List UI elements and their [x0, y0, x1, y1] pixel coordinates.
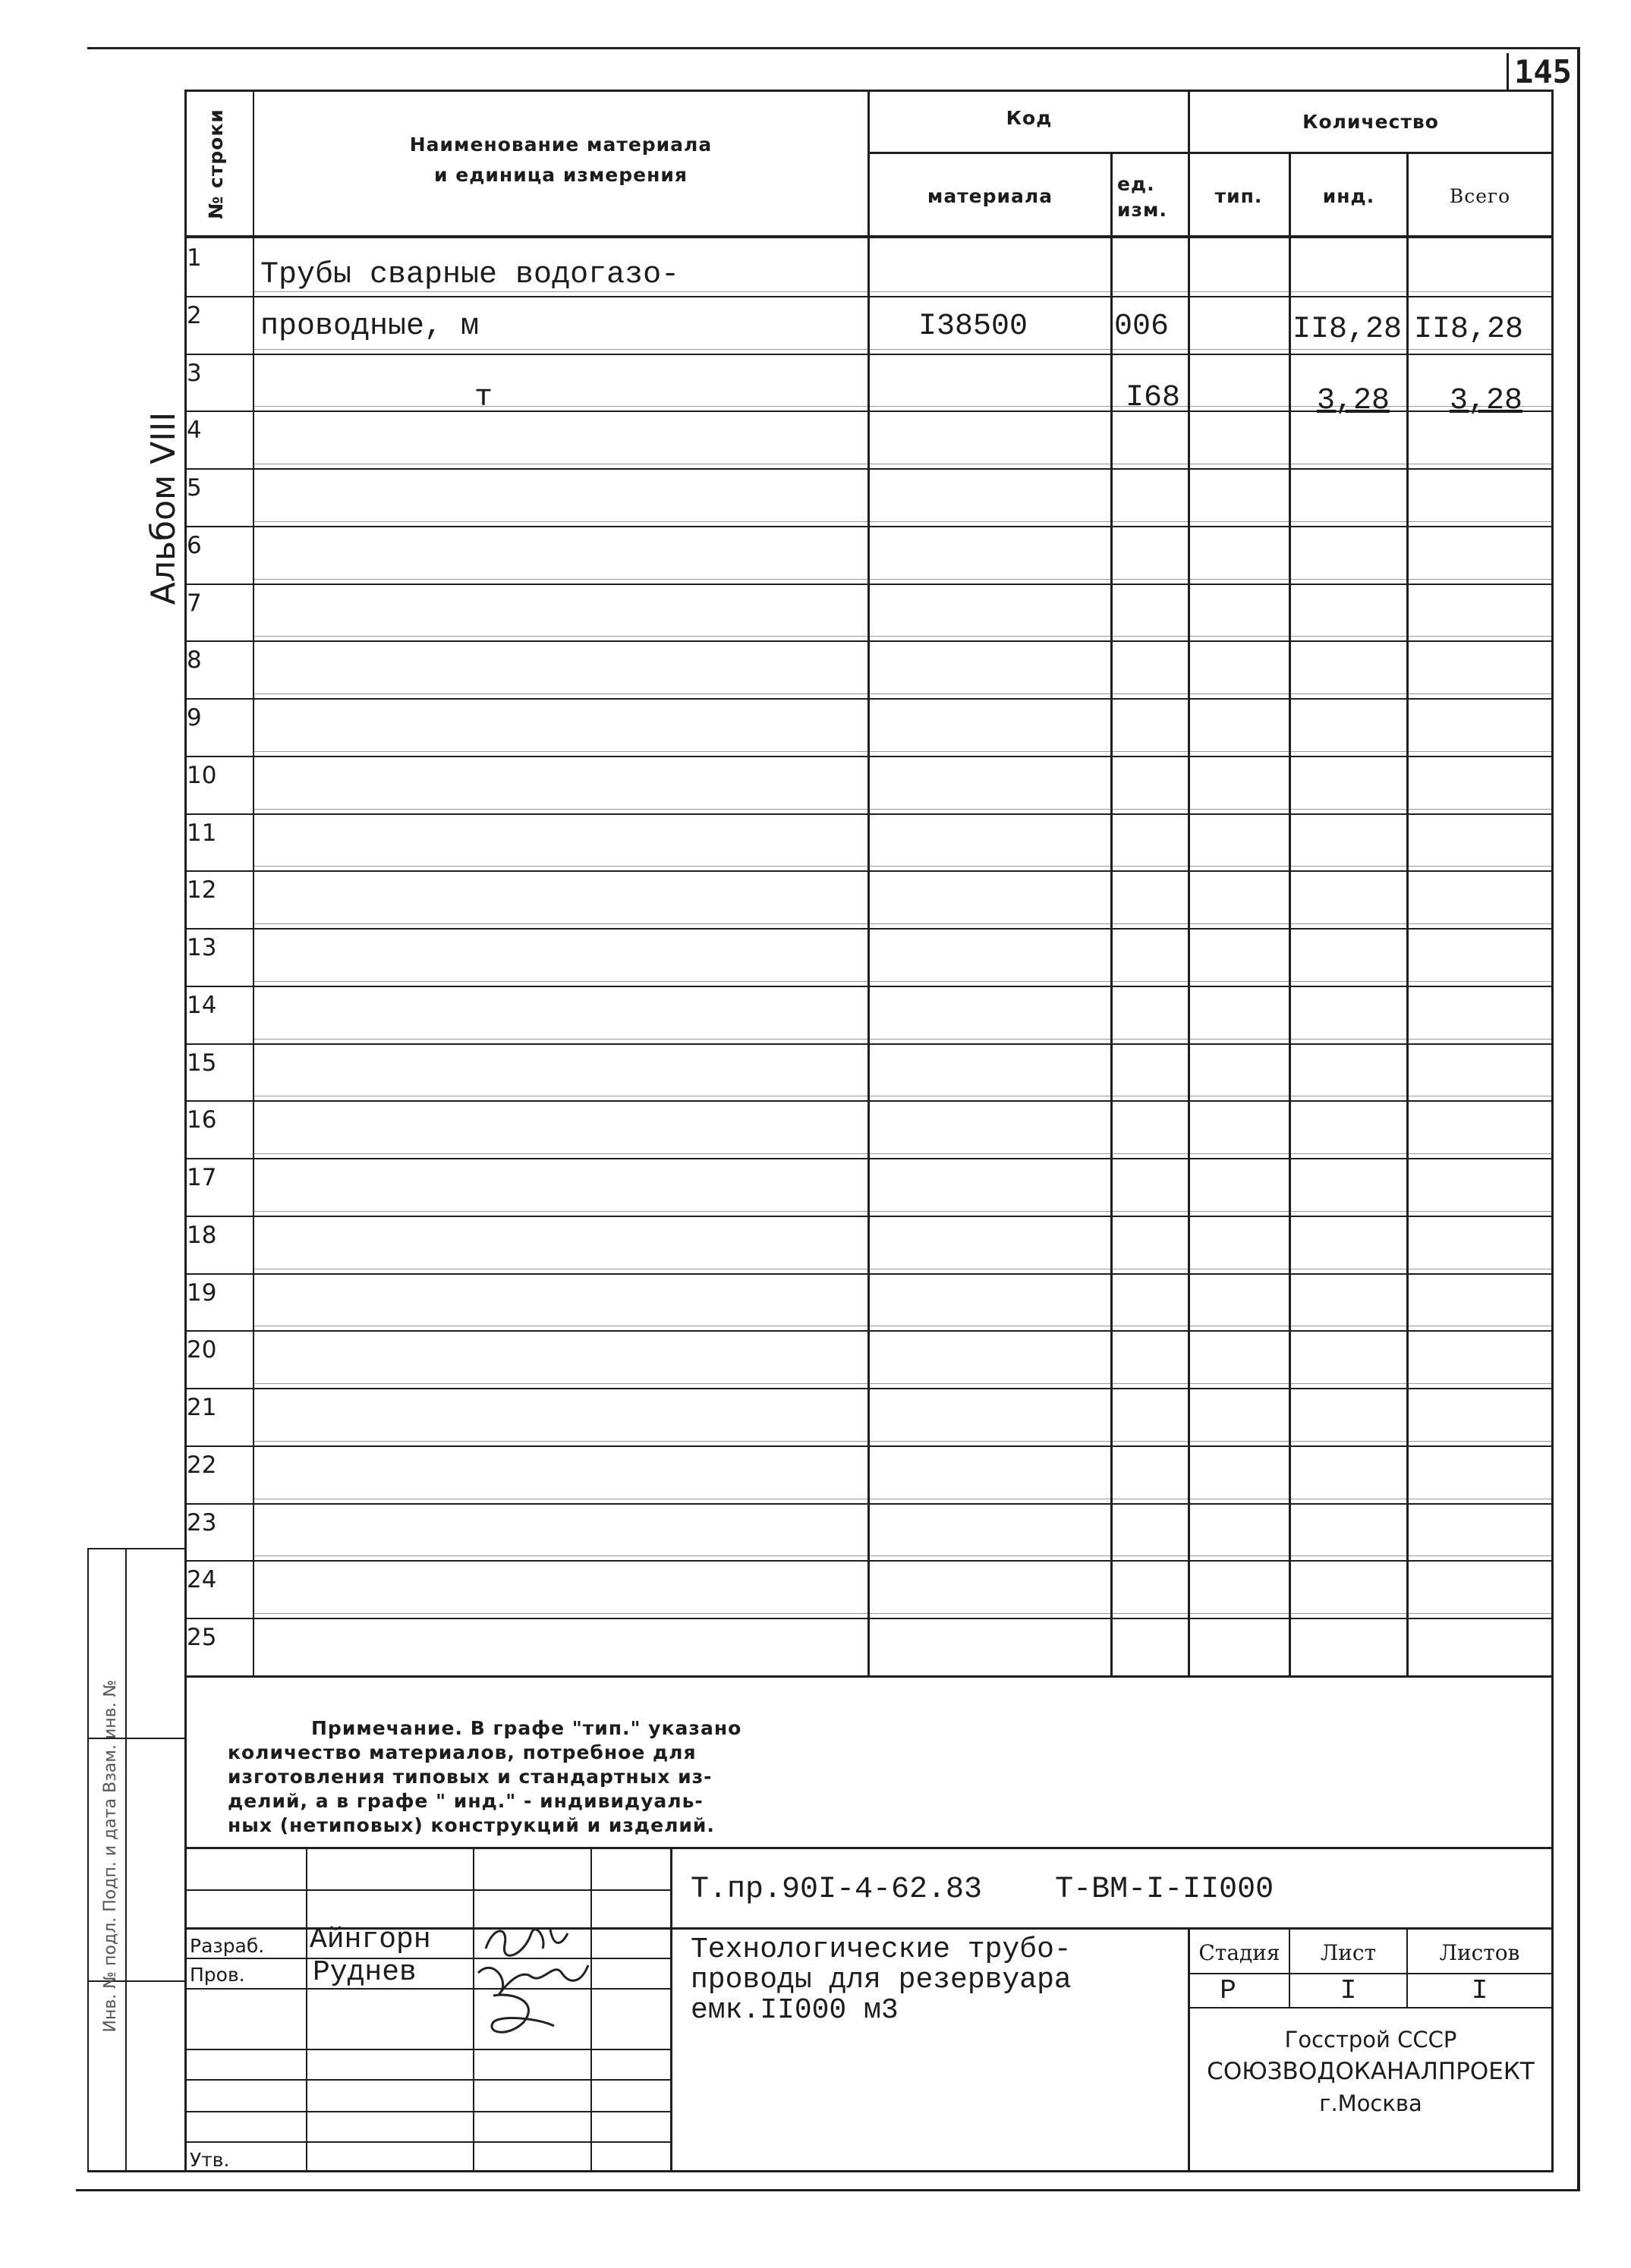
- row-separator: [184, 813, 1551, 815]
- header-split-line: [867, 152, 1551, 154]
- row-separator: [184, 468, 1551, 470]
- code-header: Код: [1006, 106, 1053, 129]
- note-line-4: делий, а в графе " инд." - индивидуаль-: [228, 1790, 704, 1812]
- page-number: 145: [1514, 52, 1572, 90]
- document-code: Т.пр.90I-4-62.83 Т-ВМ-I-II000: [691, 1873, 1274, 1907]
- unit-header-2: изм.: [1117, 199, 1167, 221]
- row-separator-thin: [254, 1211, 1551, 1212]
- row-number: 18: [187, 1222, 217, 1249]
- row-number: 9: [187, 704, 202, 731]
- row-separator: [184, 986, 1551, 987]
- row-separator: [184, 698, 1551, 700]
- row-separator-thin: [254, 923, 1551, 924]
- row-separator: [184, 296, 1551, 297]
- row-number: 1: [187, 244, 202, 272]
- row-3-total: 3,28: [1450, 384, 1523, 418]
- row-number-header: № строки: [204, 109, 227, 219]
- sheets-value: I: [1471, 1974, 1488, 2006]
- role-developer: Разраб.: [190, 1935, 265, 1957]
- bottom-border-line: [76, 2189, 1579, 2191]
- quantity-header: Количество: [1302, 110, 1439, 133]
- row-number: 22: [187, 1452, 217, 1479]
- sheets-label: Листов: [1439, 1939, 1520, 1965]
- row-3-ind: 3,28: [1317, 384, 1390, 418]
- sheet-value: I: [1340, 1974, 1357, 2006]
- row-separator-thin: [254, 579, 1551, 580]
- row-separator-thin: [254, 1153, 1551, 1154]
- row-separator-thin: [254, 866, 1551, 867]
- note-line-2: количество материалов, потребное для: [228, 1741, 697, 1763]
- row-separator: [184, 526, 1551, 527]
- row-separator-thin: [254, 1039, 1551, 1040]
- name-checker: Руднев: [313, 1956, 417, 1989]
- row-separator: [184, 1158, 1551, 1159]
- material-code-header: материала: [927, 184, 1053, 207]
- row-separator: [184, 928, 1551, 930]
- tb-row-6: [184, 2111, 670, 2112]
- name-developer: Айнгорн: [310, 1924, 431, 1956]
- row-number: 7: [187, 590, 202, 617]
- row-separator-thin: [254, 1383, 1551, 1384]
- tb-row-4: [184, 2049, 670, 2050]
- row-separator: [184, 870, 1551, 872]
- row-number: 4: [187, 417, 202, 444]
- row-separator: [184, 1330, 1551, 1332]
- note-bottom-line: [184, 1847, 1551, 1849]
- row-2-name: проводные, м: [260, 310, 480, 344]
- row-separator: [184, 1273, 1551, 1275]
- note-line-5: ных (нетиповых) конструкций и изделий.: [228, 1814, 715, 1836]
- row-separator: [184, 1445, 1551, 1447]
- row-number: 20: [187, 1336, 217, 1364]
- row-separator: [184, 584, 1551, 585]
- strip-mid-line: [125, 1548, 127, 2172]
- header-bottom-line: [184, 235, 1551, 238]
- row-2-code: I38500: [918, 310, 1028, 344]
- tb-row-1: [184, 1889, 670, 1891]
- col-line-rowno: [253, 90, 254, 1675]
- strip-left-line: [87, 1548, 89, 2172]
- row-separator: [184, 354, 1551, 355]
- row-3-name: т: [474, 381, 493, 415]
- row-number: 8: [187, 646, 202, 674]
- note-line-1: Примечание. В графе "тип." указано: [311, 1717, 742, 1739]
- row-separator-thin: [254, 636, 1551, 637]
- row-separator: [184, 640, 1551, 642]
- row-1-name: Трубы сварные водогазо-: [260, 258, 680, 292]
- row-2-unit: 006: [1114, 310, 1170, 344]
- row-separator-thin: [254, 751, 1551, 752]
- row-number: 23: [187, 1509, 217, 1537]
- row-separator-thin: [254, 349, 1551, 350]
- album-label: Альбом VIII: [143, 411, 183, 606]
- row-number: 24: [187, 1566, 217, 1593]
- title-line-2: проводы для резервуара: [691, 1964, 1072, 1996]
- row-number: 3: [187, 360, 202, 387]
- row-2-total: II8,28: [1414, 313, 1524, 347]
- org-line-3: г.Москва: [1319, 2090, 1422, 2116]
- tb-row-5: [184, 2079, 670, 2081]
- tb-col-main: [670, 1848, 672, 2172]
- name-header-line-1: Наименование материала: [409, 133, 713, 156]
- row-number: 6: [187, 532, 202, 559]
- row-separator-thin: [254, 1613, 1551, 1614]
- unit-header-1: ед.: [1117, 173, 1155, 195]
- stage-label: Стадия: [1198, 1939, 1280, 1965]
- right-frame-line: [1551, 90, 1554, 2172]
- row-number: 2: [187, 302, 202, 329]
- row-number: 21: [187, 1394, 217, 1421]
- row-number: 10: [187, 762, 217, 789]
- top-border-line: [87, 47, 1579, 49]
- col-line-unit: [1188, 90, 1190, 1675]
- note: [228, 1716, 820, 1838]
- side-stamp-label: Инв. № подл. Подп. и дата Взам. инв. №: [100, 1679, 120, 2033]
- table-bottom-line: [184, 1675, 1551, 1678]
- role-checker: Пров.: [190, 1964, 245, 1986]
- tb-col-role: [306, 1848, 307, 2172]
- tb-org-line: [1188, 2007, 1551, 2008]
- stage-value: Р: [1220, 1974, 1236, 2006]
- name-header-line-2: и единица измерения: [434, 163, 688, 186]
- row-number: 14: [187, 992, 217, 1019]
- row-number: 15: [187, 1049, 217, 1077]
- row-separator: [184, 1043, 1551, 1045]
- row-separator: [184, 1216, 1551, 1217]
- org-line-2: СОЮЗВОДОКАНАЛПРОЕКТ: [1207, 2058, 1535, 2085]
- row-separator: [184, 1618, 1551, 1619]
- row-separator-thin: [254, 981, 1551, 982]
- row-number: 13: [187, 934, 217, 961]
- row-separator: [184, 1388, 1551, 1389]
- sheet-label: Лист: [1320, 1939, 1377, 1965]
- row-number: 16: [187, 1106, 217, 1134]
- row-separator-thin: [254, 521, 1551, 522]
- row-separator: [184, 1503, 1551, 1505]
- row-number: 25: [187, 1624, 217, 1651]
- row-number: 19: [187, 1279, 217, 1307]
- ind-header: инд.: [1322, 184, 1375, 207]
- row-2-ind: II8,28: [1293, 313, 1403, 347]
- row-number: 17: [187, 1164, 217, 1191]
- total-header: Всего: [1449, 184, 1511, 207]
- row-number: 12: [187, 876, 217, 904]
- row-separator-thin: [254, 809, 1551, 810]
- signature-checker: [448, 1950, 600, 2049]
- org-line-1: Госстрой СССР: [1284, 2027, 1457, 2053]
- row-separator: [184, 1100, 1551, 1102]
- row-number: 11: [187, 819, 217, 847]
- row-separator: [184, 756, 1551, 757]
- note-line-3: изготовления типовых и стандартных из-: [228, 1766, 713, 1788]
- row-separator: [184, 1560, 1551, 1562]
- row-number: 5: [187, 474, 202, 502]
- role-approver: Утв.: [190, 2149, 230, 2171]
- title-line-1: Технологические трубо-: [691, 1933, 1072, 1966]
- row-3-unit: I68: [1126, 381, 1181, 415]
- col-line-name: [867, 90, 870, 1675]
- row-separator-thin: [254, 1441, 1551, 1442]
- typ-header: тип.: [1214, 184, 1263, 207]
- right-outer-line: [1577, 47, 1580, 2191]
- tb-row-7: [184, 2141, 670, 2143]
- title-line-3: емк.II000 м3: [691, 1994, 899, 2027]
